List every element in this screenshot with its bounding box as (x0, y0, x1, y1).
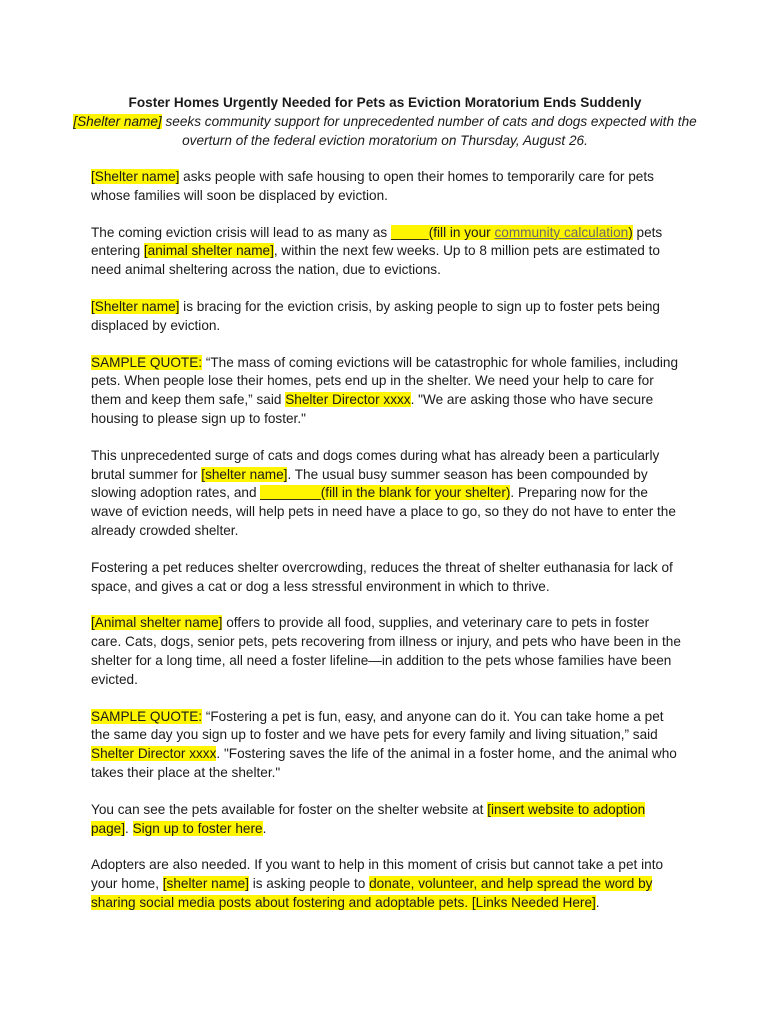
paragraph-text: , within the next few weeks. Up to 8 million pets are estimated to need animal sheltering across the nation, due to evictions. (91, 243, 660, 278)
paragraph-8 (91, 708, 681, 783)
fill-in-text: _____(fill in your (390, 224, 495, 240)
paragraph-text: Adopters are also needed. If you want to help in this moment of crisis but cannot take a pet into your home, (91, 857, 664, 892)
highlight-donate-volunteer: donate, volunteer, and help spread the word by sharing social media posts about fostering and adoptable pets. [Links Needed Here] (91, 876, 653, 910)
paragraph-text: You can see the pets available for foster on the shelter website at (91, 801, 488, 817)
highlight-shelter-name: [shelter name] (201, 466, 288, 482)
paragraph-text: The coming eviction crisis will lead to as many as (91, 224, 391, 240)
highlight-fill-in (391, 225, 633, 240)
highlight-shelter-name: [shelter name] (162, 876, 249, 892)
document-title: Foster Homes Urgently Needed for Pets as Eviction Moratorium Ends Suddenly (128, 95, 642, 110)
highlight-director: Shelter Director xxxx (91, 746, 217, 762)
paragraph-5 (91, 447, 681, 541)
paragraph-text: Fostering a pet reduces shelter overcrowding, reduces the threat of shelter euthanasia for lack of space, and gives a cat or dog a less stressful environment in which to thrive. (91, 559, 673, 594)
highlight-website-link: [insert website to adoption page] (91, 801, 646, 836)
sign-up-link[interactable]: Sign up to foster here (132, 820, 263, 836)
paragraph-10 (91, 856, 681, 912)
paragraph-4 (91, 354, 681, 429)
paragraph-text: . "We are asking those who have secure housing to please sign up to foster." (91, 392, 654, 426)
paragraph-text: . (125, 820, 133, 836)
paragraph-text: . (262, 820, 267, 836)
paragraph-text: asks people with safe housing to open their homes to temporarily care for pets whose families will soon be displaced by eviction. (91, 169, 654, 203)
paragraph-text: . The usual busy summer season has been compounded by slowing adoption rates, and (91, 466, 648, 501)
highlight-shelter-name: [Shelter name] (73, 114, 162, 129)
paragraph-6 (91, 559, 681, 597)
paragraph-text: pets entering (91, 224, 663, 259)
paragraph-text: . (595, 894, 600, 910)
paragraph-text: “Fostering a pet is fun, easy, and anyone can do it. You can take home a pet the same day you sign up to foster and we have pets for every family and living situation,” said (91, 708, 664, 743)
paragraph-9 (91, 801, 681, 839)
paragraph-text: offers to provide all food, supplies, and veterinary care to pets in foster care. Cats, dogs, senior pets, pets recovering from illness or injury, and pets who have been in the shelter for a long time, all need a foster lifeline—in addition to the pets whose families have been evicted. (91, 615, 681, 687)
subtitle-text: seeks community support for unprecedented number of cats and dogs expected with the overturn of the federal eviction moratorium on Thursday, August 26. (161, 114, 697, 148)
highlight-shelter-name: [Shelter name] (91, 169, 180, 184)
paragraph-3 (91, 298, 681, 336)
document-subtitle (60, 112, 710, 150)
paragraph-text: . "Fostering saves the life of the animal in a foster home, and the animal who takes their place at the shelter." (91, 746, 677, 780)
highlight-sample-quote: SAMPLE QUOTE: (91, 354, 203, 370)
paragraph-2 (91, 224, 681, 280)
paragraph-text: is bracing for the eviction crisis, by asking people to sign up to foster pets being displaced by eviction. (91, 298, 660, 333)
highlight-animal-shelter-name: [Animal shelter name] (91, 615, 223, 631)
paragraph-text: is asking people to (248, 876, 370, 892)
community-calculation-link[interactable]: community calculation (494, 224, 629, 240)
paragraph-1 (91, 168, 681, 206)
highlight-animal-shelter-name: [animal shelter name] (143, 243, 274, 259)
fill-in-close: ) (628, 224, 633, 240)
document-body (91, 168, 681, 931)
highlight-shelter-name: [Shelter name] (91, 298, 180, 314)
highlight-fill-blank: ________(fill in the blank for your shelter) (260, 485, 511, 501)
highlight-sample-quote: SAMPLE QUOTE: (91, 708, 203, 724)
paragraph-text: This unprecedented surge of cats and dogs comes during what has already been a particularly brutal summer for (91, 447, 660, 482)
paragraph-7 (91, 614, 681, 689)
paragraph-text: . Preparing now for the wave of eviction needs, will help pets in need have a place to go, so they do not have to enter the already crowded shelter. (91, 485, 676, 538)
highlight-director: Shelter Director xxxx (285, 392, 411, 408)
paragraph-text: “The mass of coming evictions will be catastrophic for whole families, including pets. When people lose their homes, pets end up in the shelter. We need your help to care for them and keep them safe,” said (91, 354, 679, 408)
